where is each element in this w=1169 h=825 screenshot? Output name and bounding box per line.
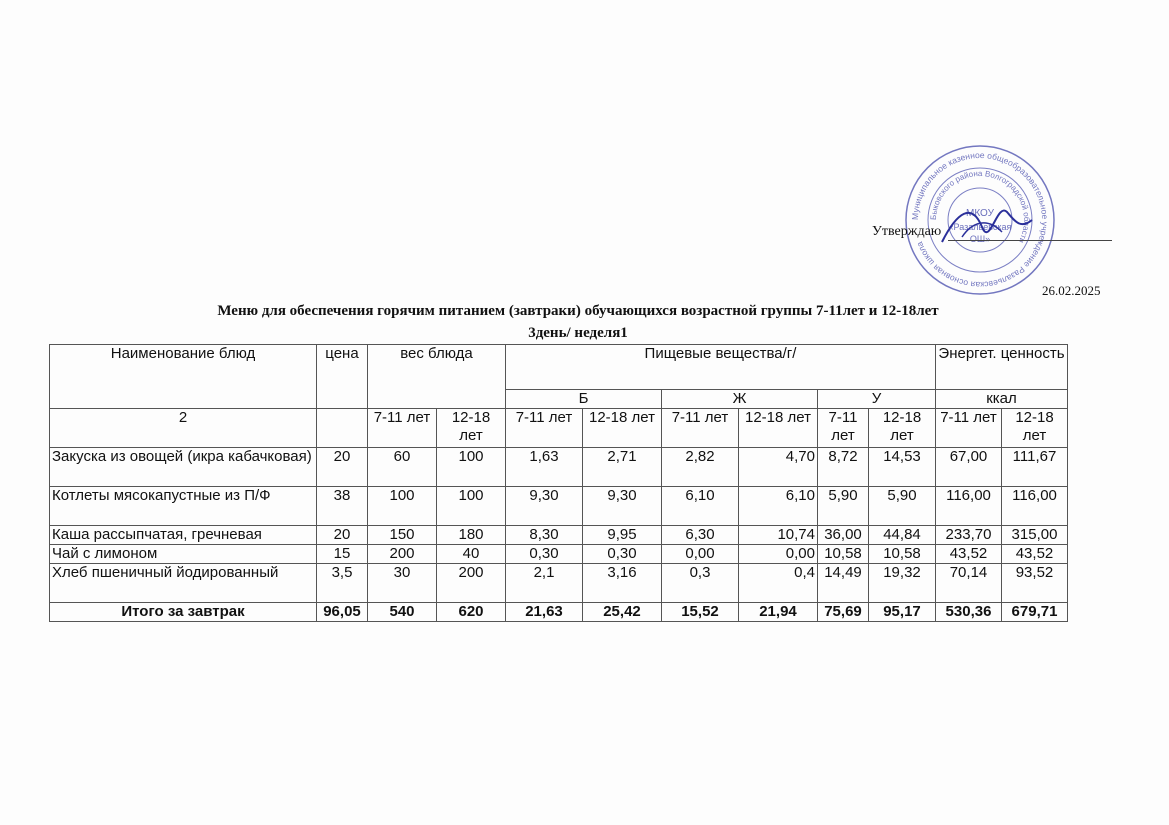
kcal-cell: 315,00 [1002,526,1068,545]
signature-line [948,240,1112,241]
kcal-cell: 116,00 [1002,487,1068,526]
total-label: Итого за завтрак [50,603,317,622]
header-empty [317,409,368,448]
header-age: 7-11 лет [662,409,739,448]
weight-cell: 100 [368,487,437,526]
weight-cell: 180 [437,526,506,545]
protein-cell: 0,30 [583,545,662,564]
header-kcal: ккал [936,390,1068,409]
fat-cell: 0,3 [662,564,739,603]
header-age: 12-18 лет [869,409,936,448]
weight-cell: 200 [368,545,437,564]
price-cell: 38 [317,487,368,526]
carb-cell: 19,32 [869,564,936,603]
header-age: 7-11 лет [506,409,583,448]
fat-cell: 6,30 [662,526,739,545]
kcal-cell: 233,70 [936,526,1002,545]
svg-text:Быковского района Волгоградско: Быковского района Волгоградской области [928,168,1032,245]
total-row [50,603,1068,622]
header-age: 12-18 лет [583,409,662,448]
carb-cell: 14,49 [818,564,869,603]
svg-text:МКОУ: МКОУ [966,208,994,219]
svg-text:ОШ»: ОШ» [969,234,991,244]
header-age: 12-18 лет [739,409,818,448]
kcal-cell: 93,52 [1002,564,1068,603]
total-weight: 540 [368,603,437,622]
dish-name: Чай с лимоном [50,545,317,564]
approval-label: Утверждаю [872,224,942,239]
fat-cell: 10,74 [739,526,818,545]
header-age: 7-11 лет [936,409,1002,448]
weight-cell: 40 [437,545,506,564]
table-row [50,448,1068,487]
total-price: 96,05 [317,603,368,622]
protein-cell: 9,95 [583,526,662,545]
fat-cell: 4,70 [739,448,818,487]
weight-cell: 150 [368,526,437,545]
kcal-cell: 43,52 [936,545,1002,564]
fat-cell: 6,10 [662,487,739,526]
protein-cell: 2,1 [506,564,583,603]
weight-cell: 100 [437,448,506,487]
document-title: Меню для обеспечения горячим питанием (завтраки) обучающихся возрастной группы 7-11лет и 12-18лет [217,303,939,319]
price-cell: 20 [317,448,368,487]
kcal-cell: 70,14 [936,564,1002,603]
carb-cell: 10,58 [869,545,936,564]
header-age: 12-18 лет [437,409,506,448]
fat-cell: 0,00 [739,545,818,564]
weight-cell: 200 [437,564,506,603]
header-row-3 [50,409,1068,448]
approval-date: 26.02.2025 [1042,283,1101,298]
dish-name: Закуска из овощей (икра кабачковая) [50,448,317,487]
header-age: 12-18 лет [1002,409,1068,448]
protein-cell: 9,30 [583,487,662,526]
header-nutrients: Пищевые вещества/г/ [506,345,936,390]
carb-cell: 5,90 [818,487,869,526]
svg-text:Муниципальное казенное общеобр: Муниципальное казенное общеобразовательное учреждение Разальевская основная школа [909,149,1051,291]
total-fat: 21,94 [739,603,818,622]
header-energy: Энергет. ценность [936,345,1068,390]
fat-cell: 0,4 [739,564,818,603]
total-carb: 95,17 [869,603,936,622]
fat-cell: 2,82 [662,448,739,487]
svg-text:«Разальевская: «Разальевская [948,222,1012,232]
kcal-cell: 116,00 [936,487,1002,526]
dish-name: Хлеб пшеничный йодированный [50,564,317,603]
total-fat: 15,52 [662,603,739,622]
header-age: 7-11 лет [818,409,869,448]
header-price: цена [317,345,368,409]
menu-table [49,344,1068,622]
total-protein: 25,42 [583,603,662,622]
header-b: Б [506,390,662,409]
header-zh: Ж [662,390,818,409]
carb-cell: 44,84 [869,526,936,545]
header-num: 2 [50,409,317,448]
protein-cell: 1,63 [506,448,583,487]
kcal-cell: 111,67 [1002,448,1068,487]
price-cell: 20 [317,526,368,545]
price-cell: 3,5 [317,564,368,603]
table-row [50,526,1068,545]
table-row [50,545,1068,564]
protein-cell: 2,71 [583,448,662,487]
carb-cell: 8,72 [818,448,869,487]
weight-cell: 100 [437,487,506,526]
header-weight: вес блюда [368,345,506,409]
protein-cell: 0,30 [506,545,583,564]
kcal-cell: 67,00 [936,448,1002,487]
header-row-1 [50,345,1068,390]
header-name: Наименование блюд [50,345,317,409]
protein-cell: 9,30 [506,487,583,526]
header-age: 7-11 лет [368,409,437,448]
total-carb: 75,69 [818,603,869,622]
carb-cell: 14,53 [869,448,936,487]
protein-cell: 3,16 [583,564,662,603]
total-protein: 21,63 [506,603,583,622]
total-kcal: 679,71 [1002,603,1068,622]
fat-cell: 0,00 [662,545,739,564]
school-stamp [902,142,1058,298]
total-weight: 620 [437,603,506,622]
price-cell: 15 [317,545,368,564]
carb-cell: 36,00 [818,526,869,545]
table-row [50,564,1068,603]
carb-cell: 10,58 [818,545,869,564]
weight-cell: 30 [368,564,437,603]
carb-cell: 5,90 [869,487,936,526]
dish-name: Каша рассыпчатая, гречневая [50,526,317,545]
fat-cell: 6,10 [739,487,818,526]
header-u: У [818,390,936,409]
dish-name: Котлеты мясокапустные из П/Ф [50,487,317,526]
table-row [50,487,1068,526]
total-kcal: 530,36 [936,603,1002,622]
protein-cell: 8,30 [506,526,583,545]
weight-cell: 60 [368,448,437,487]
kcal-cell: 43,52 [1002,545,1068,564]
document-subtitle: 3день/ неделя1 [528,325,628,341]
